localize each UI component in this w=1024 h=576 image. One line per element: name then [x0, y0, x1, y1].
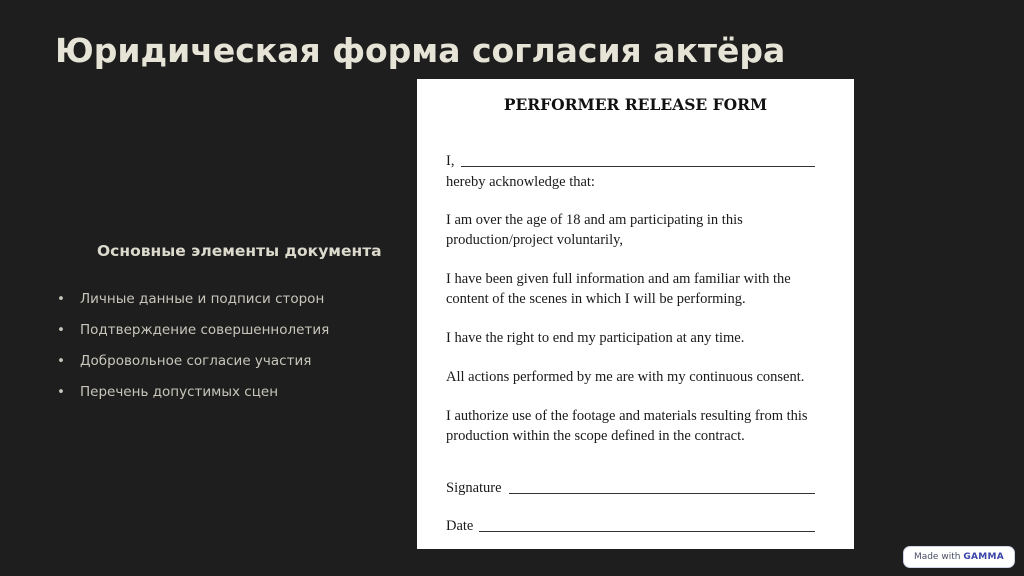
- bullet-icon: •: [57, 353, 65, 369]
- date-label: Date: [446, 518, 474, 534]
- bullet-label: Подтверждение совершеннолетия: [80, 322, 330, 338]
- age-statement-line1: I am over the age of 18 and am participating in this: [446, 212, 743, 228]
- bullet-icon: •: [57, 291, 65, 307]
- info-statement-line1: I have been given full information and am familiar with the: [446, 271, 791, 287]
- bullet-item-personal-data: [57, 288, 329, 310]
- document-title: PERFORMER RELEASE FORM: [503, 95, 768, 114]
- bullet-item-age-confirmation: [57, 319, 329, 341]
- age-statement-line2: production/project voluntarily,: [446, 232, 624, 248]
- bullet-icon: •: [57, 322, 65, 338]
- bullet-item-scene-list: [57, 381, 329, 403]
- slide-title: Юридическая форма согласия актёра: [55, 31, 786, 70]
- release-form-document: [417, 79, 854, 549]
- section-heading: Основные элементы документа: [97, 242, 382, 260]
- badge-prefix: Made with: [913, 552, 961, 562]
- bullet-label: Личные данные и подписи сторон: [80, 291, 325, 307]
- bullet-label: Добровольное согласие участия: [80, 353, 312, 369]
- made-with-gamma-badge[interactable]: [903, 546, 1015, 568]
- info-statement-line2: content of the scenes in which I will be performing.: [446, 291, 746, 307]
- date-blank-line: [479, 531, 815, 532]
- consent-statement: All actions performed by me are with my continuous consent.: [446, 369, 805, 385]
- bullet-label: Перечень допустимых сцен: [80, 384, 279, 400]
- bullet-list: [57, 288, 329, 412]
- right-to-end-statement: I have the right to end my participation at any time.: [446, 330, 745, 346]
- name-prefix: I,: [446, 153, 455, 169]
- gamma-logo: GAMMA: [963, 552, 1005, 562]
- acknowledge-text: hereby acknowledge that:: [446, 174, 595, 190]
- bullet-item-voluntary-consent: [57, 350, 329, 372]
- authorize-statement-line1: I authorize use of the footage and materials resulting from this: [446, 408, 808, 424]
- signature-label: Signature: [446, 480, 502, 496]
- name-blank-line: [461, 166, 815, 167]
- authorize-statement-line2: production within the scope defined in the contract.: [446, 428, 745, 444]
- signature-blank-line: [509, 493, 815, 494]
- bullet-icon: •: [57, 384, 65, 400]
